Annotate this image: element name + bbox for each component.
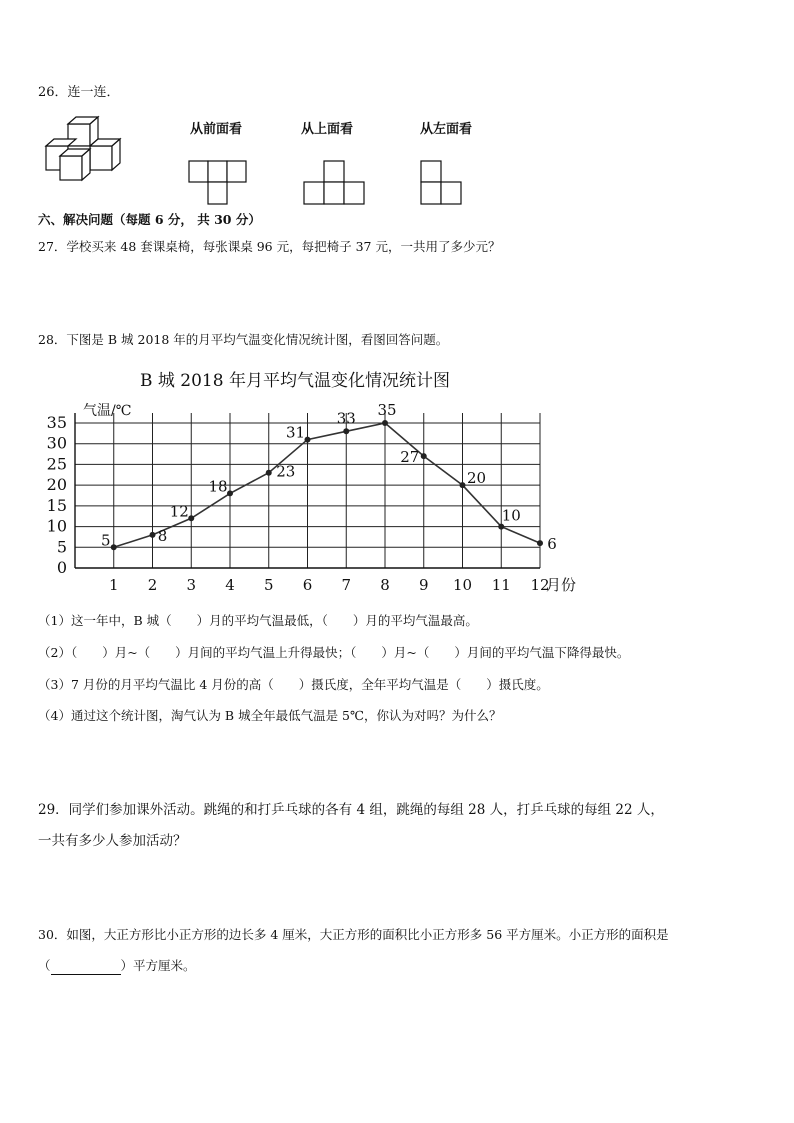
x-tick-label: 9 — [418, 576, 429, 594]
y-tick-labels — [47, 413, 67, 577]
data-label: 20 — [466, 469, 487, 488]
data-label: 31 — [285, 423, 306, 442]
q30-answer-blank[interactable] — [51, 960, 121, 975]
q30-open-paren: （ — [38, 958, 51, 973]
x-tick-label: 11 — [491, 576, 511, 594]
data-label: 10 — [501, 506, 521, 525]
cube-stack-figure — [38, 112, 128, 186]
data-point — [460, 482, 466, 488]
data-point — [150, 532, 156, 538]
x-axis-label: 月份 — [546, 576, 577, 594]
front-view-shape — [188, 160, 248, 206]
y-tick-label: 10 — [46, 516, 67, 536]
q28-sub2: （2）（ ）月~（ ）月间的平均气温上升得最快；（ ）月~（ ）月间的平均气温下降得最快。 — [38, 645, 630, 660]
q28-intro: 28．下图是 B 城 2018 年的月平均气温变化情况统计图，看图回答问题。 — [38, 332, 449, 347]
x-tick-label: 12 — [530, 576, 550, 594]
data-point — [266, 470, 272, 476]
data-point — [305, 437, 311, 443]
data-point — [343, 428, 349, 434]
data-labels — [101, 401, 557, 553]
q30-close-paren: ）平方厘米。 — [120, 958, 196, 973]
q27-text: 27．学校买来 48 套课桌椅，每张课桌 96 元，每把椅子 37 元，一共用了多少元？ — [38, 239, 501, 254]
y-axis-label: 气温/℃ — [83, 403, 132, 419]
q30-line1: 30．如图，大正方形比小正方形的边长多 4 厘米，大正方形的面积比小正方形多 56 平方厘米。小正方形的面积是 — [38, 927, 669, 942]
left-view-shape — [420, 160, 464, 206]
data-label: 27 — [400, 448, 420, 467]
x-tick-label: 10 — [452, 576, 473, 594]
x-tick-label: 5 — [263, 576, 274, 594]
q29-line1: 29．同学们参加课外活动。跳绳的和打乒乓球的各有 4 组，跳绳的每组 28 人，打乒乓球的每组 22 人， — [38, 802, 664, 818]
chart-title: B 城 2018 年月平均气温变化情况统计图 — [140, 371, 450, 391]
data-point — [111, 544, 117, 550]
q30-line2 — [38, 957, 196, 975]
data-label: 6 — [547, 535, 557, 554]
x-tick-label: 4 — [225, 576, 235, 594]
x-tick-label: 1 — [108, 576, 119, 594]
q28-sub3: （3）7 月份的月平均气温比 4 月份的高（ ）摄氏度，全年平均气温是（ ）摄氏度。 — [38, 677, 549, 692]
data-label: 23 — [276, 462, 296, 481]
section6-title: 六、解决问题（每题 6 分， 共 30 分） — [38, 212, 261, 227]
data-point — [537, 540, 543, 546]
view-label-left: 从左面看 — [420, 122, 473, 137]
y-tick-label: 5 — [56, 537, 67, 557]
data-label: 8 — [157, 526, 168, 545]
data-label: 35 — [377, 401, 397, 419]
x-tick-label: 6 — [302, 576, 313, 594]
data-label: 18 — [208, 477, 228, 496]
x-tick-label: 3 — [186, 576, 197, 594]
x-tick-label: 7 — [341, 576, 352, 594]
data-label: 33 — [336, 409, 356, 428]
temperature-line-chart — [30, 395, 590, 600]
y-tick-label: 20 — [46, 475, 67, 495]
y-tick-label: 30 — [46, 433, 67, 453]
view-label-top: 从上面看 — [301, 122, 354, 137]
chart-grid — [75, 413, 540, 568]
y-tick-label: 15 — [46, 495, 67, 515]
data-point — [227, 490, 233, 496]
data-point — [188, 515, 194, 521]
data-label: 12 — [169, 502, 189, 521]
y-tick-label: 35 — [46, 413, 67, 432]
data-point — [421, 453, 427, 459]
x-tick-label: 2 — [147, 576, 158, 594]
data-label: 5 — [100, 531, 111, 550]
q28-sub4: （4）通过这个统计图，淘气认为 B 城全年最低气温是 5℃，你认为对吗？为什么？ — [38, 708, 502, 723]
y-tick-label: 25 — [46, 454, 67, 474]
q29-line2: 一共有多少人参加活动？ — [38, 833, 187, 849]
q28-sub1: （1）这一年中，B 城（ ）月的平均气温最低，（ ）月的平均气温最高。 — [38, 613, 478, 628]
q26-title: 26．连一连． — [38, 85, 120, 100]
x-tick-labels — [109, 576, 550, 594]
data-point — [382, 420, 388, 426]
x-tick-label: 8 — [380, 576, 390, 594]
view-label-front: 从前面看 — [190, 122, 243, 137]
top-view-shape — [303, 160, 367, 206]
y-tick-label: 0 — [56, 558, 67, 577]
